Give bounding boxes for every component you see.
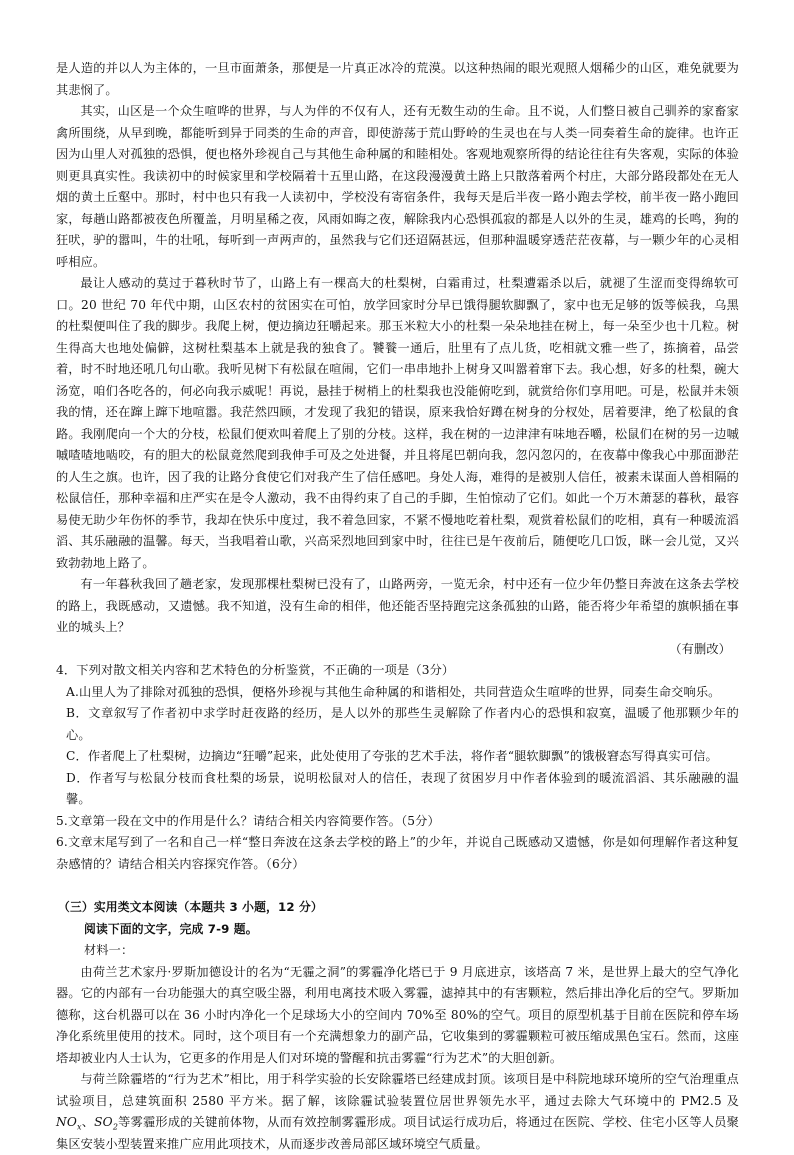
exam-page — [56, 58, 739, 1155]
material-paragraph-2-end: 等雾霾形成的关键前体物，从而有效控制雾霾形成。项目试运行成功后，将通过在医院、学校、住宅小区等人员聚集区安装小型装置来推广应用此项技术，从而逐步改善局部区域环境空气质量。 — [56, 1115, 740, 1151]
essay-paragraph-0: 是人造的并以人为主体的，一旦市面萧条，那便是一片真正冰冷的荒漠。以这种热闹的眼光观照人烟稀少的山区，难免就要为其悲悯了。 — [56, 61, 739, 97]
section-3-heading: （三）实用类文本阅读（本题共 3 小题，12 分） — [58, 900, 323, 914]
material-paragraph-1: 由荷兰艺术家丹·罗斯加德设计的名为“无霾之洞”的雾霾净化塔已于 9 月底进京，该塔高 7 米，是世界上最大的空气净化器。它的内部有一台功能强大的真空吸尘器，利用电离技术吸入雾霾，滤掉其中的有害颗粒，然后排出净化后的空气。罗斯加德称，这台机器可以在 36 小时内净化一个足球场大小的空间内 70%至 80%的空气。项目的原型机基于目前在医院和停车场净化系统里使用的技术。同时，这个项目有一个充满想象力的副产品，它收集到的雾霾颗粒可被压缩成黑色宝石。然而，这座塔却被业内人士认为，它更多的作用是人们对环境的警醒和抗击雾霾“行为艺术”的大胆创新。 — [56, 964, 739, 1065]
option-d: D．作者写与松鼠分枝而食杜梨的场景，说明松鼠对人的信任，表现了贫困岁月中作者体验到的暖流滔滔、其乐融融的温馨。 — [66, 770, 739, 806]
nox-formula: $NO_x$ — [56, 1115, 82, 1132]
option-a: A.山里人为了排除对孤独的恐惧，便格外珍视与其他生命种属的和谐相处，共同营造众生喧哗的世界，同奏生命交响乐。 — [66, 684, 721, 699]
question-6: 6.文章末尾写到了一名和自己一样“整日奔波在这条去学校的路上”的少年，并说自己既感动又遗憾，你是如何理解作者这种复杂感情的？请结合相关内容探究作答。（6分） — [56, 835, 739, 871]
essay-paragraph-2: 最让人感动的莫过于暮秋时节了，山路上有一棵高大的杜梨树，白霜甫过，杜梨遭霜杀以后，就褪了生涩而变得绵软可口。20 世纪 70 年代中期，山区农村的贫困实在可怕，放学回家时分早已饿得腿软脚飘了，家中也无足够的饭等候我，乌黑的杜梨便叫住了我的脚步。我爬上树，便边摘边狂嚼起来。那玉米粒大小的杜梨一朵朵地挂在树上，每一朵至少也十几粒。树生得高大也地处偏僻，这树杜梨基本上就是我的独食了。饕餮一通后，肚里有了点儿货，吃相就文雅一些了，拣摘着，品尝着，时不时地还吼几句山歌。我听见树下有松鼠在喧闹，它们一串串地扑上树身又叫嚣着窜下去。我心想，好多的杜梨，碗大汤宽，咱们各吃各的，何必向我示威呢！再说，悬挂于树梢上的杜梨我也没能俯吃到，就赏给你们享用吧。可是，松鼠并未领我的情，还在蹿上蹿下地喧嚣。我茫然四顾，才发现了我犯的错误，原来我恰好蹲在树身的分杈处，居着要津，绝了松鼠的食路。我刚爬向一个大的分枝，松鼠们便欢叫着爬上了别的分枝。这样，我在树的一边津津有味地吞嚼，松鼠们在树的另一边嘁嘁喳喳地啮咬，有的胆大的松鼠竟然爬到我伸手可及之处进餐，并且将尾巴朝向我，忽闪忽闪的，在夜幕中像我心中那面渺茫的人生之旗。也许，因了我的让路分食使它们对我产生了信任感吧。身处人海，难得的是被别人信任，被素未谋面人兽相隔的松鼠信任，那种幸福和庄严实在是令人激动，我不由得约束了自己的手脚，生怕惊动了它们。如此一个万木萧瑟的暮秋，最容易使无助少年伤怀的季节，我却在快乐中度过，我不着急回家，不紧不慢地吃着杜梨，观赏着松鼠们的吃相，真有一种暖流滔滔、其乐融融的温馨。每天，当我唱着山歌，兴高采烈地回到家中时，往往已是午夜前后，随便吃几口饭，眯一会儿觉，又兴致勃勃地上路了。 — [56, 276, 739, 570]
material-paragraph-2-start: 与荷兰除霾塔的“行为艺术”相比，用于科学实验的长安除霾塔已经建成封顶。该项目是中科院地球环境所的空气治理重点试验项目，总建筑面积 2580 平方米。据了解，该除霾试验装置位居世界领先水平，通过去除大气环境中的 PM2.5 及 — [56, 1072, 739, 1108]
section-3-instruction: 阅读下面的文字，完成 7-9 题。 — [84, 921, 258, 936]
essay-paragraph-3: 有一年暮秋我回了趟老家，发现那棵杜梨树已没有了，山路两旁，一览无余，村中还有一位少年仍整日奔波在这条去学校的路上，我既感动，又遗憾。我不知道，没有生命的相伴，他还能否坚持跑完这条孤独的山路，能否将少年希望的旗帜插在事业的城头上？ — [56, 577, 739, 634]
material-paragraph-2: 与荷兰除霾塔的“行为艺术”相比，用于科学实验的长安除霾塔已经建成封顶。该项目是中科院地球环境所的空气治理重点试验项目，总建筑面积 2580 平方米。据了解，该除霾试验装置位居世界领先水平，通过去除大气环境中的 PM2.5 及 $NO_x$、$SO_2$等雾霾形成的关键前体物，从而有效控制雾霾形成。项目试运行成功后，将通过在医院、学校、住宅小区等人员聚集区安装小型装置来推广应用此项技术，从而逐步改善局部区域环境空气质量。 — [56, 1072, 740, 1151]
question-4: 4．下列对散文相关内容和艺术特色的分析鉴赏，不正确的一项是（3分） — [56, 663, 455, 677]
essay-paragraph-1: 其实，山区是一个众生喧哗的世界，与人为伴的不仅有人，还有无数生动的生命。且不说，人们整日被自己驯养的家畜家禽所围绕，从早到晚，都能听到异于同类的生命的声音，即使游荡于荒山野岭的生灵也在与人类一同奏着生命的旋律。也许正因为山里人对孤独的恐惧，便也格外珍视自己与其他生命种属的和睦相处。客观地观察所得的结论往往有失客观，实际的体验则更具真实性。我读初中的时候家里和学校隔着十五里山路，在这段漫漫黄土路上只散落着两个村庄，大部分路段都处在无人烟的黄土丘壑中。那时，村中也只有我一人读初中，学校没有寄宿条件，我每天是后半夜一路小跑去学校，前半夜一路小跑回家，每趟山路都被夜色所覆盖，月明星稀之夜，风雨如晦之夜，解除我内心恐惧孤寂的都是人以外的生灵，雄鸡的长鸣，狗的狂吠，驴的嚣叫，牛的壮吼，每听到一声两声的，虽然我与它们还迢隔甚远，但那种温暖穿透茫茫夜幕，与一颗少年的心灵相呼相应。 — [56, 104, 739, 269]
question-5: 5.文章第一段在文中的作用是什么？请结合相关内容简要作答。（5分） — [56, 813, 440, 828]
edit-note: （有删改） — [669, 641, 731, 656]
section-gap — [56, 875, 739, 897]
material-one-label: 材料一： — [84, 943, 134, 957]
option-b: B．文章叙写了作者初中求学时赶夜路的经历，是人以外的那些生灵解除了作者内心的恐惧和寂寞，温暖了他那颗少年的心。 — [66, 706, 739, 742]
so2-formula: $SO_2$ — [94, 1115, 119, 1132]
option-c: C．作者爬上了杜梨树，边摘边“狂嚼”起来，此处使用了夸张的艺术手法，将作者“腿软脚飘”的饿极窘态写得真实可信。 — [66, 749, 718, 763]
